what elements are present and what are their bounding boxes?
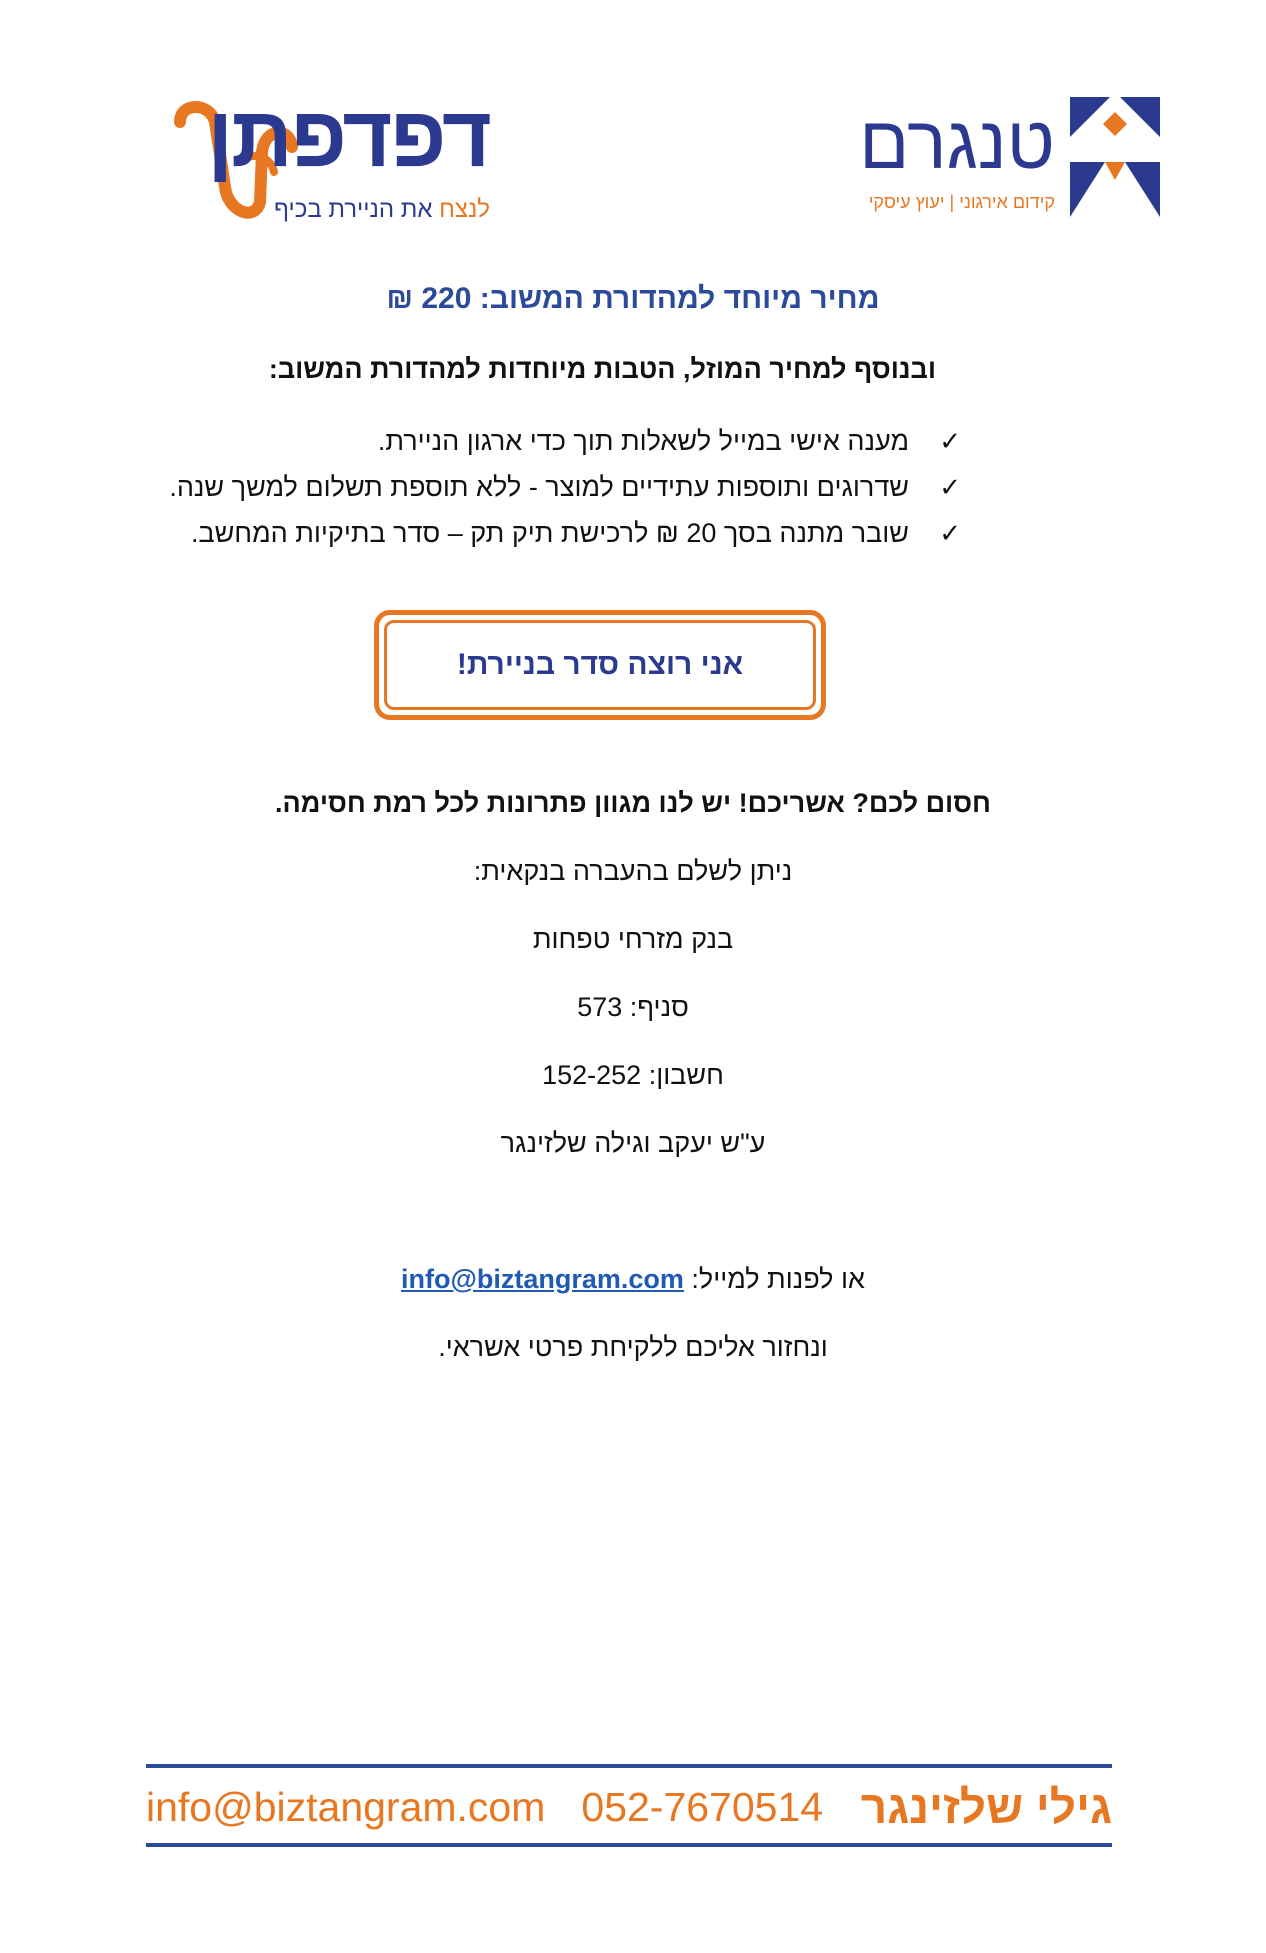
benefits-list [169, 418, 961, 556]
mail-prefix: או לפנות למייל: [691, 1264, 865, 1294]
tangram-shapes-icon [1065, 92, 1165, 222]
footer-email[interactable]: info@biztangram.com [146, 1783, 546, 1830]
footer-divider-bottom [146, 1843, 1112, 1847]
tangram-logo [855, 92, 1165, 232]
footer-contacts [146, 1784, 823, 1831]
checkmark-icon: ✓ [939, 425, 961, 456]
bank-account: חשבון: 152-252 [542, 1060, 724, 1090]
left-logo-tagline-rest: את הניירת בכיף [274, 196, 433, 223]
list-item [169, 418, 961, 464]
order-button-label[interactable]: אני רוצה סדר בניירת! [384, 620, 816, 710]
checkmark-icon: ✓ [939, 471, 961, 502]
order-button[interactable] [374, 610, 826, 720]
left-logo-tagline-highlight: לנצח [439, 196, 490, 223]
price-title: מחיר מיוחד למהדורת המשוב: 220 ₪ [386, 282, 880, 315]
bank-name: בנק מזרחי טפחות [532, 924, 734, 954]
left-logo-title: דפדפתן [207, 89, 490, 185]
benefits-title: ובנוסף למחיר המוזל, הטבות מיוחדות למהדורת המשוב: [268, 354, 936, 384]
checkmark-icon: ✓ [939, 517, 961, 548]
email-link[interactable]: info@biztangram.com [401, 1264, 684, 1294]
account-owner: ע"ש יעקב וגילה שלזינגר [500, 1128, 766, 1158]
footer-divider-top [146, 1764, 1112, 1768]
callback-text: ונחזור אליכם ללקיחת פרטי אשראי. [438, 1332, 828, 1362]
right-logo-title: טנגרם [859, 101, 1055, 184]
benefit-text: מענה אישי במייל לשאלות תוך כדי ארגון הניירת. [377, 425, 909, 456]
footer-name: גילי שלזינגר [860, 1781, 1112, 1833]
blocked-heading: חסום לכם? אשריכם! יש לנו מגוון פתרונות לכל רמת חסימה. [275, 788, 991, 818]
footer [146, 1775, 1112, 1839]
right-logo-tagline: קידום אירגוני | יעוץ עיסקי [868, 192, 1055, 212]
mail-line [0, 1264, 1266, 1295]
left-logo-tagline [274, 196, 490, 224]
bank-branch: סניף: 573 [577, 992, 689, 1022]
list-item [169, 510, 961, 556]
payment-intro: ניתן לשלם בהעברה בנקאית: [473, 856, 793, 886]
list-item [169, 464, 961, 510]
benefit-text: שדרוגים ותוספות עתידיים למוצר - ללא תוספת תשלום למשך שנה. [169, 471, 909, 502]
footer-phone: 052-7670514 [581, 1783, 824, 1830]
daf-daf-tan-logo [170, 89, 490, 242]
benefit-text: שובר מתנה בסך 20 ₪ לרכישת תיק תק – סדר בתיקיות המחשב. [190, 517, 909, 548]
